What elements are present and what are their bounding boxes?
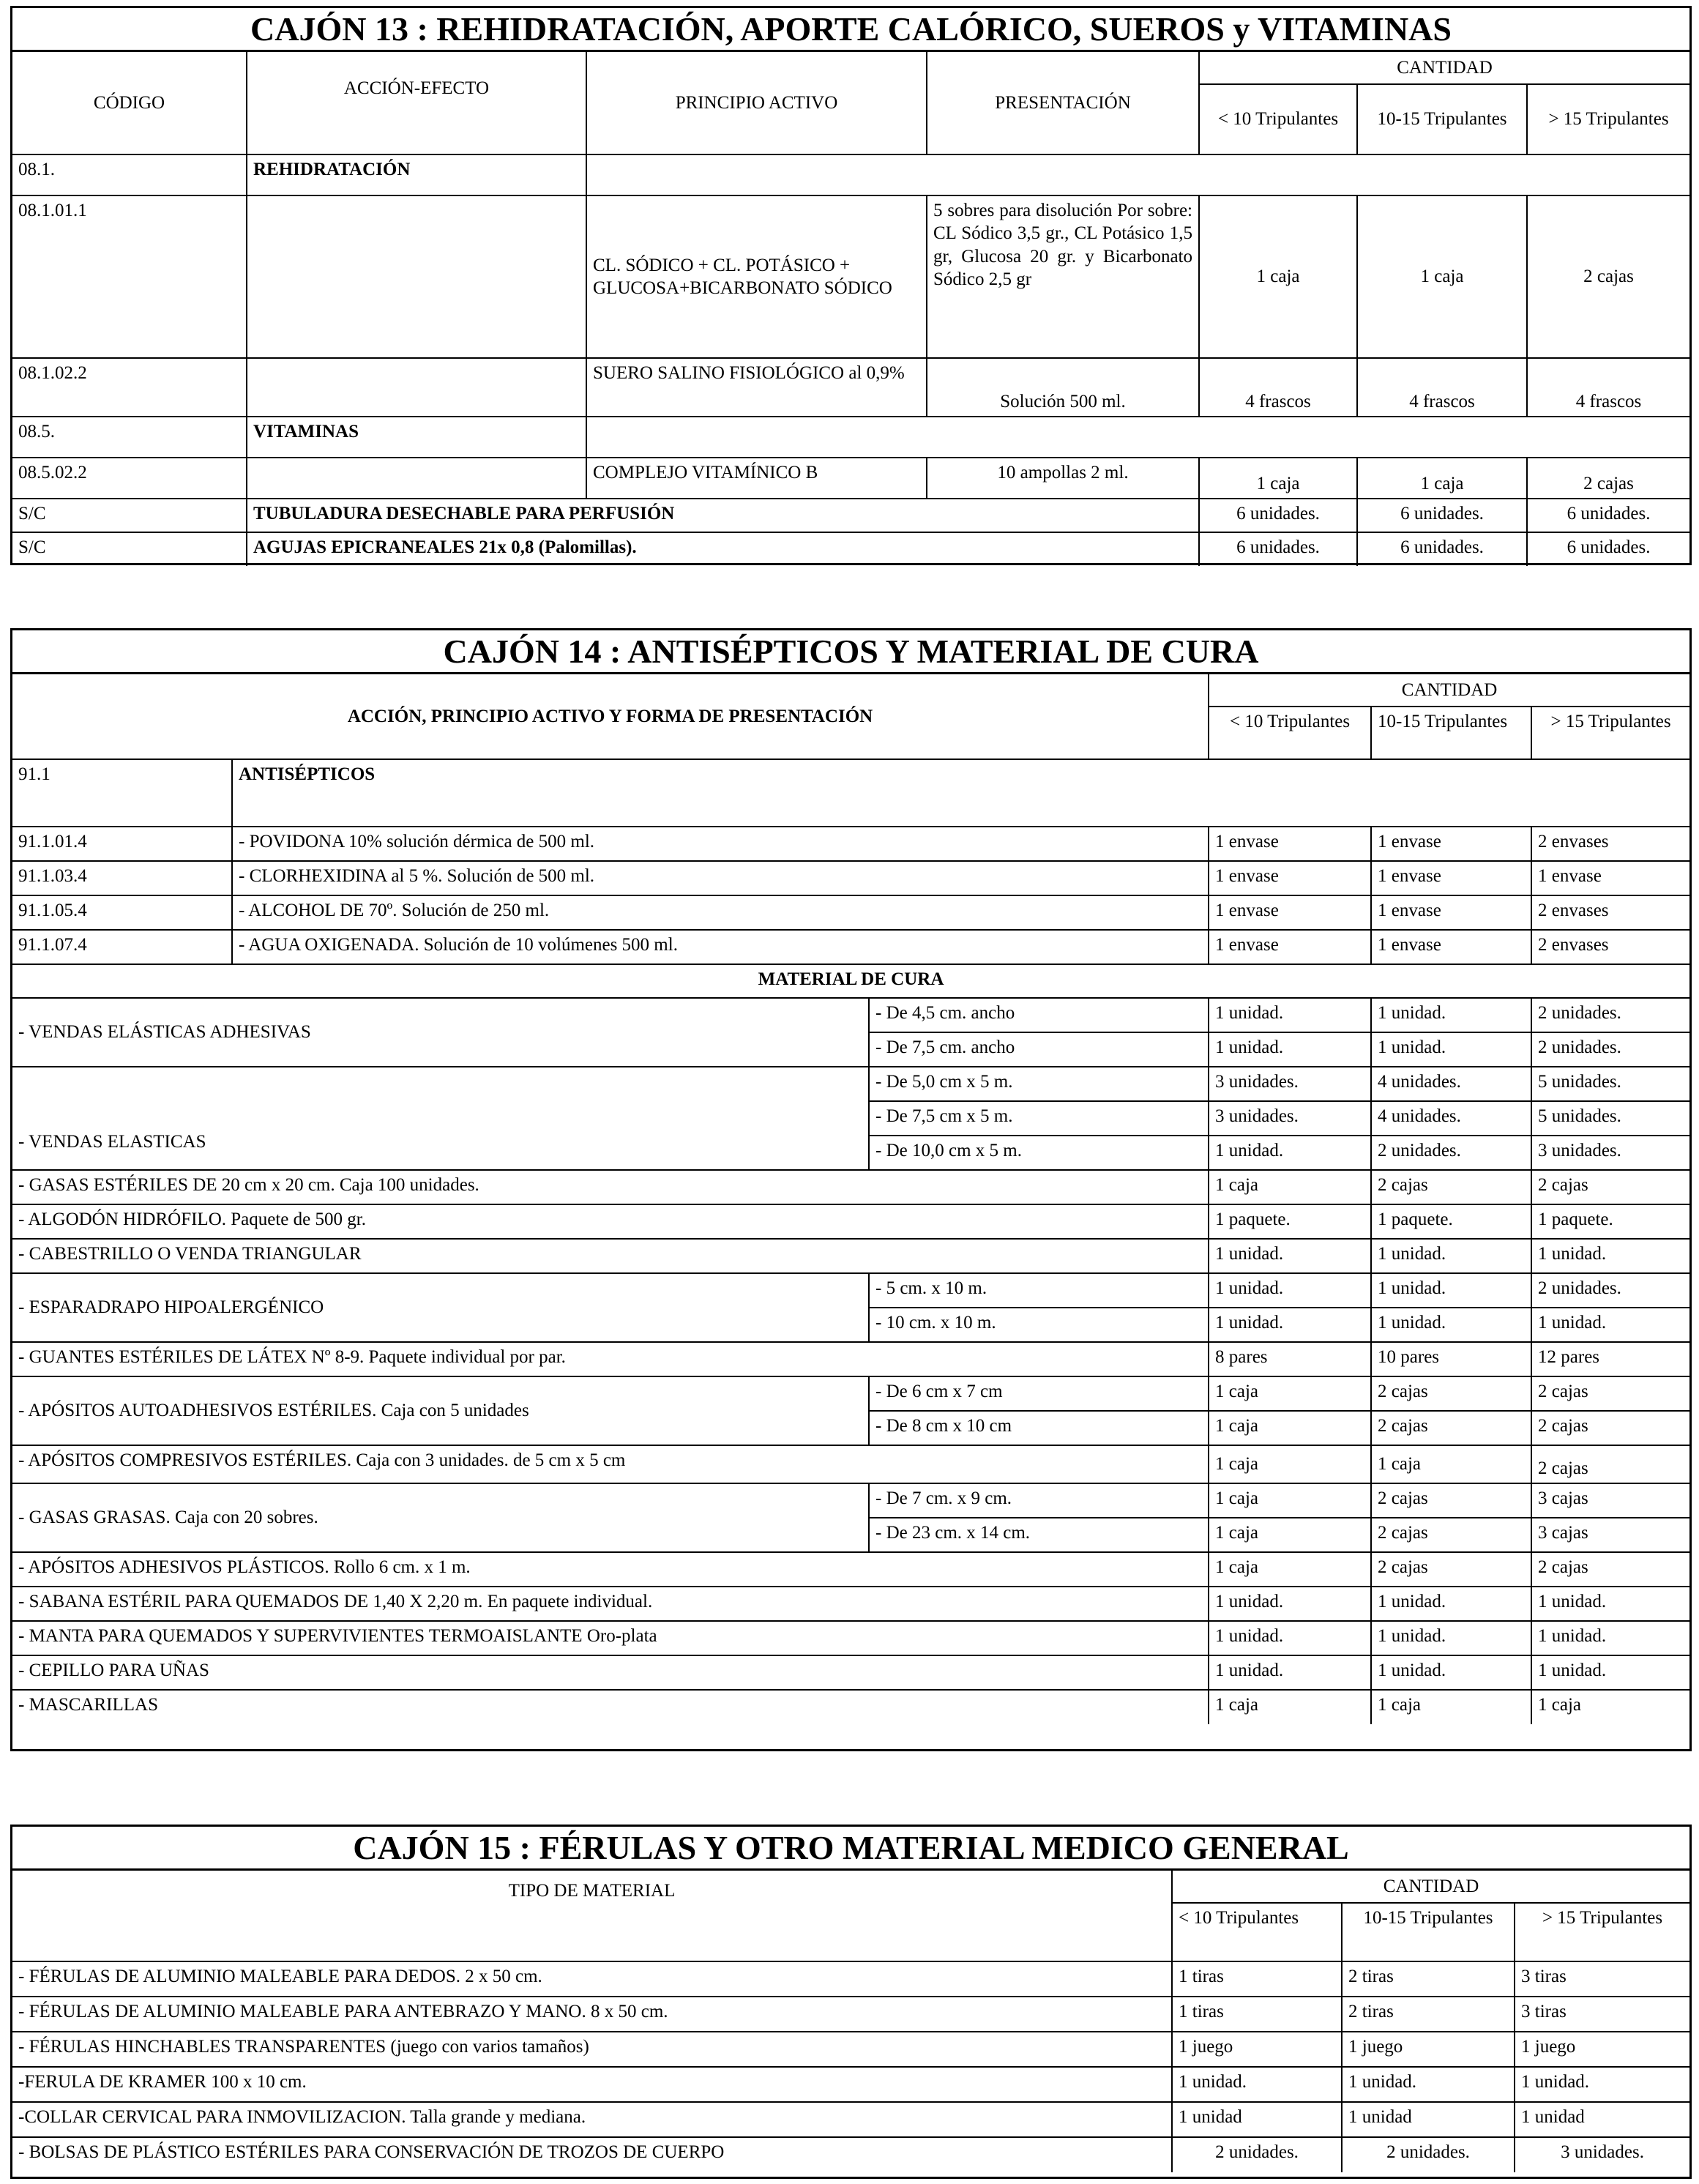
- table-row: [12, 195, 1689, 358]
- table-row: [12, 2067, 1689, 2102]
- qty-cell: 1 unidad.: [1371, 1032, 1531, 1067]
- row-name: - FÉRULAS HINCHABLES TRANSPARENTES (juego con varios tamaños): [12, 2032, 1172, 2067]
- table-row: [12, 1690, 1689, 1724]
- header-presentacion: PRESENTACIÓN: [927, 52, 1199, 154]
- row-name: - AGUA OXIGENADA. Solución de 10 volúmenes 500 ml.: [232, 930, 1209, 964]
- row-presentacion: 5 sobres para disolución Por sobre: CL Sódico 3,5 gr., CL Potásico 1,5 gr, Glucosa 20 gr. y Bicarbonato Sódico 2,5 gr: [927, 195, 1199, 358]
- qty-cell: 1 tiras: [1172, 1961, 1342, 1997]
- qty-cell: 1 unidad.: [1371, 1273, 1531, 1308]
- row-code: 08.1.01.1: [12, 195, 247, 358]
- section-row: [12, 964, 1689, 998]
- qty-cell: 2 cajas: [1527, 195, 1689, 358]
- qty-cell: 1 unidad.: [1209, 1655, 1371, 1690]
- cajon-13-box: [10, 6, 1692, 565]
- qty-cell: 3 cajas: [1531, 1518, 1689, 1552]
- section-code: 08.1.: [12, 154, 247, 195]
- row-name: TUBULADURA DESECHABLE PARA PERFUSIÓN: [247, 499, 1199, 532]
- row-sub: - De 7,5 cm x 5 m.: [869, 1101, 1209, 1136]
- qty-cell: 1 unidad: [1342, 2102, 1515, 2137]
- table-row: [12, 1655, 1689, 1690]
- qty-cell: 1 caja: [1209, 1518, 1371, 1552]
- header-cantidad: CANTIDAD: [1209, 674, 1689, 707]
- qty-cell: 1 unidad.: [1209, 1239, 1371, 1273]
- qty-cell: 1 envase: [1531, 861, 1689, 895]
- row-name: - APÓSITOS ADHESIVOS PLÁSTICOS. Rollo 6 cm. x 1 m.: [12, 1552, 1209, 1587]
- row-name: - ESPARADRAPO HIPOALERGÉNICO: [12, 1273, 869, 1342]
- cajon-13-table: [12, 52, 1689, 566]
- qty-cell: 4 frascos: [1357, 358, 1527, 417]
- qty-cell: 2 cajas: [1527, 458, 1689, 499]
- qty-cell: 2 envases: [1531, 895, 1689, 930]
- header-accion-principio: ACCIÓN, PRINCIPIO ACTIVO Y FORMA DE PRESENTACIÓN: [12, 674, 1209, 759]
- qty-cell: 6 unidades.: [1357, 499, 1527, 532]
- row-name: - VENDAS ELÁSTICAS ADHESIVAS: [12, 998, 869, 1067]
- section-row: [12, 417, 1689, 458]
- qty-cell: 1 unidad.: [1371, 1621, 1531, 1655]
- cajon-14-box: [10, 628, 1692, 1751]
- cajon-15-title: CAJÓN 15 : FÉRULAS Y OTRO MATERIAL MEDICO GENERAL: [12, 1827, 1689, 1871]
- table-row: [12, 499, 1689, 532]
- header-q1: < 10 Tripulantes: [1199, 84, 1357, 154]
- qty-cell: 1 unidad.: [1209, 998, 1371, 1032]
- qty-cell: 2 cajas: [1531, 1552, 1689, 1587]
- row-sub: - De 23 cm. x 14 cm.: [869, 1518, 1209, 1552]
- qty-cell: 1 juego: [1172, 2032, 1342, 2067]
- row-sub: - 10 cm. x 10 m.: [869, 1308, 1209, 1342]
- row-code: 91.1.07.4: [12, 930, 232, 964]
- qty-cell: 1 unidad.: [1209, 1308, 1371, 1342]
- header-q2: 10-15 Tripulantes: [1342, 1903, 1515, 1961]
- header-q2: 10-15 Tripulantes: [1357, 84, 1527, 154]
- qty-cell: 1 envase: [1371, 861, 1531, 895]
- qty-cell: 1 unidad.: [1515, 2067, 1689, 2102]
- qty-cell: 2 cajas: [1531, 1170, 1689, 1204]
- row-name: -COLLAR CERVICAL PARA INMOVILIZACION. Talla grande y mediana.: [12, 2102, 1172, 2137]
- qty-cell: 2 cajas: [1371, 1518, 1531, 1552]
- qty-cell: 1 caja: [1357, 195, 1527, 358]
- qty-cell: 2 unidades.: [1531, 1273, 1689, 1308]
- row-name: - APÓSITOS COMPRESIVOS ESTÉRILES. Caja con 3 unidades. de 5 cm x 5 cm: [12, 1445, 1209, 1483]
- row-sub: - De 6 cm x 7 cm: [869, 1376, 1209, 1411]
- table-row: [12, 827, 1689, 861]
- qty-cell: 6 unidades.: [1527, 532, 1689, 566]
- qty-cell: 1 paquete.: [1209, 1204, 1371, 1239]
- row-sub: - De 7 cm. x 9 cm.: [869, 1483, 1209, 1518]
- table-row: [12, 532, 1689, 566]
- table-row: [12, 1170, 1689, 1204]
- row-sub: - De 5,0 cm x 5 m.: [869, 1067, 1209, 1101]
- qty-cell: 4 unidades.: [1371, 1067, 1531, 1101]
- qty-cell: 1 caja: [1199, 195, 1357, 358]
- row-name: - CLORHEXIDINA al 5 %. Solución de 500 ml.: [232, 861, 1209, 895]
- qty-cell: 1 unidad.: [1371, 998, 1531, 1032]
- qty-cell: 5 unidades.: [1531, 1067, 1689, 1101]
- qty-cell: 1 caja: [1199, 458, 1357, 499]
- qty-cell: 3 tiras: [1515, 1961, 1689, 1997]
- header-cantidad: CANTIDAD: [1199, 52, 1689, 84]
- qty-cell: 1 caja: [1209, 1690, 1371, 1724]
- qty-cell: 10 pares: [1371, 1342, 1531, 1376]
- qty-cell: 1 caja: [1209, 1552, 1371, 1587]
- row-accion: [247, 195, 586, 358]
- qty-cell: 1 unidad.: [1209, 1136, 1371, 1170]
- table-row: [12, 1997, 1689, 2032]
- row-accion: [247, 358, 586, 417]
- table-row: [12, 1204, 1689, 1239]
- qty-cell: 3 unidades.: [1531, 1136, 1689, 1170]
- table-row: [12, 1621, 1689, 1655]
- header-q3: > 15 Tripulantes: [1527, 84, 1689, 154]
- qty-cell: 1 caja: [1209, 1483, 1371, 1518]
- row-name: - GASAS ESTÉRILES DE 20 cm x 20 cm. Caja 100 unidades.: [12, 1170, 1209, 1204]
- row-name: - ALCOHOL DE 70º. Solución de 250 ml.: [232, 895, 1209, 930]
- table-row: [12, 861, 1689, 895]
- qty-cell: 2 cajas: [1371, 1376, 1531, 1411]
- table-row: [12, 1273, 1689, 1308]
- qty-cell: 2 envases: [1531, 930, 1689, 964]
- qty-cell: 1 unidad.: [1531, 1621, 1689, 1655]
- header-accion-efecto: ACCIÓN-EFECTO: [247, 52, 586, 154]
- qty-cell: 3 cajas: [1531, 1483, 1689, 1518]
- row-presentacion: 10 ampollas 2 ml.: [927, 458, 1199, 499]
- qty-cell: 1 unidad.: [1371, 1239, 1531, 1273]
- qty-cell: 1 envase: [1371, 895, 1531, 930]
- qty-cell: 1 caja: [1371, 1445, 1531, 1483]
- row-name: - CEPILLO PARA UÑAS: [12, 1655, 1209, 1690]
- row-name: - ALGODÓN HIDRÓFILO. Paquete de 500 gr.: [12, 1204, 1209, 1239]
- qty-cell: 1 unidad.: [1209, 1587, 1371, 1621]
- qty-cell: 2 cajas: [1371, 1170, 1531, 1204]
- row-name: -FERULA DE KRAMER 100 x 10 cm.: [12, 2067, 1172, 2102]
- row-sub: - De 7,5 cm. ancho: [869, 1032, 1209, 1067]
- table-row: [12, 358, 1689, 417]
- qty-cell: 1 caja: [1209, 1376, 1371, 1411]
- row-name: - MASCARILLAS: [12, 1690, 1209, 1724]
- qty-cell: 1 envase: [1209, 827, 1371, 861]
- table-row: [12, 930, 1689, 964]
- row-principio: COMPLEJO VITAMÍNICO B: [586, 458, 927, 499]
- row-name: AGUJAS EPICRANEALES 21x 0,8 (Palomillas).: [247, 532, 1199, 566]
- qty-cell: 1 caja: [1357, 458, 1527, 499]
- qty-cell: 1 caja: [1209, 1445, 1371, 1483]
- cajon-14-title: CAJÓN 14 : ANTISÉPTICOS Y MATERIAL DE CURA: [12, 630, 1689, 674]
- qty-cell: 6 unidades.: [1357, 532, 1527, 566]
- table-row: [12, 1342, 1689, 1376]
- qty-cell: 2 unidades.: [1371, 1136, 1531, 1170]
- table-row: [12, 2032, 1689, 2067]
- qty-cell: 1 unidad.: [1371, 1308, 1531, 1342]
- qty-cell: 1 unidad.: [1342, 2067, 1515, 2102]
- qty-cell: 3 unidades.: [1209, 1101, 1371, 1136]
- row-name: - FÉRULAS DE ALUMINIO MALEABLE PARA ANTEBRAZO Y MANO. 8 x 50 cm.: [12, 1997, 1172, 2032]
- qty-cell: 5 unidades.: [1531, 1101, 1689, 1136]
- row-name: - SABANA ESTÉRIL PARA QUEMADOS DE 1,40 X 2,20 m. En paquete individual.: [12, 1587, 1209, 1621]
- header-tipo-material: TIPO DE MATERIAL: [12, 1871, 1172, 1961]
- header-cantidad: CANTIDAD: [1172, 1871, 1689, 1903]
- cajon-14-table: [12, 674, 1689, 1724]
- qty-cell: 2 cajas: [1371, 1552, 1531, 1587]
- qty-cell: 2 unidades.: [1531, 1032, 1689, 1067]
- qty-cell: 1 unidad.: [1531, 1239, 1689, 1273]
- qty-cell: 1 envase: [1209, 861, 1371, 895]
- section-name: MATERIAL DE CURA: [12, 964, 1689, 998]
- header-principio-activo: PRINCIPIO ACTIVO: [586, 52, 927, 154]
- qty-cell: 12 pares: [1531, 1342, 1689, 1376]
- row-principio: CL. SÓDICO + CL. POTÁSICO + GLUCOSA+BICARBONATO SÓDICO: [586, 195, 927, 358]
- table-row: [12, 2137, 1689, 2172]
- qty-cell: 1 unidad.: [1209, 1032, 1371, 1067]
- header-q3: > 15 Tripulantes: [1515, 1903, 1689, 1961]
- row-code: 91.1.05.4: [12, 895, 232, 930]
- section-code: 91.1: [12, 759, 232, 827]
- qty-cell: 4 frascos: [1527, 358, 1689, 417]
- qty-cell: 1 unidad.: [1531, 1655, 1689, 1690]
- qty-cell: 1 envase: [1371, 827, 1531, 861]
- qty-cell: 2 unidades.: [1342, 2137, 1515, 2172]
- qty-cell: 1 envase: [1209, 895, 1371, 930]
- header-q2: 10-15 Tripulantes: [1371, 707, 1531, 759]
- qty-cell: 1 paquete.: [1531, 1204, 1689, 1239]
- qty-cell: 1 juego: [1515, 2032, 1689, 2067]
- qty-cell: 1 caja: [1209, 1170, 1371, 1204]
- qty-cell: 1 caja: [1209, 1411, 1371, 1445]
- section-name: VITAMINAS: [247, 417, 586, 458]
- qty-cell: 1 unidad.: [1371, 1655, 1531, 1690]
- section-empty: [586, 417, 1689, 458]
- row-code: 91.1.03.4: [12, 861, 232, 895]
- qty-cell: 1 unidad.: [1209, 1621, 1371, 1655]
- row-name: - FÉRULAS DE ALUMINIO MALEABLE PARA DEDOS. 2 x 50 cm.: [12, 1961, 1172, 1997]
- qty-cell: 2 unidades.: [1531, 998, 1689, 1032]
- row-name: - POVIDONA 10% solución dérmica de 500 ml.: [232, 827, 1209, 861]
- row-name: - MANTA PARA QUEMADOS Y SUPERVIVIENTES TERMOAISLANTE Oro-plata: [12, 1621, 1209, 1655]
- qty-cell: 2 unidades.: [1172, 2137, 1342, 2172]
- table-row: [12, 1376, 1689, 1411]
- row-sub: - De 8 cm x 10 cm: [869, 1411, 1209, 1445]
- section-empty: [586, 154, 1689, 195]
- qty-cell: 1 caja: [1531, 1690, 1689, 1724]
- qty-cell: 1 unidad.: [1531, 1587, 1689, 1621]
- table-row: [12, 1587, 1689, 1621]
- qty-cell: 2 cajas: [1371, 1411, 1531, 1445]
- qty-cell: 1 paquete.: [1371, 1204, 1531, 1239]
- qty-cell: 8 pares: [1209, 1342, 1371, 1376]
- cajon-13-title: CAJÓN 13 : REHIDRATACIÓN, APORTE CALÓRICO, SUEROS y VITAMINAS: [12, 8, 1689, 52]
- qty-cell: 3 unidades.: [1209, 1067, 1371, 1101]
- table-row: [12, 1483, 1689, 1518]
- table-row: [12, 1067, 1689, 1101]
- qty-cell: 6 unidades.: [1199, 532, 1357, 566]
- cajon-15-table: [12, 1871, 1689, 2172]
- row-code: 08.1.02.2: [12, 358, 247, 417]
- qty-cell: 1 juego: [1342, 2032, 1515, 2067]
- table-row: [12, 1239, 1689, 1273]
- row-code: 08.5.02.2: [12, 458, 247, 499]
- table-row: [12, 998, 1689, 1032]
- row-code: 91.1.01.4: [12, 827, 232, 861]
- section-name: REHIDRATACIÓN: [247, 154, 586, 195]
- row-code: S/C: [12, 532, 247, 566]
- row-name: - GASAS GRASAS. Caja con 20 sobres.: [12, 1483, 869, 1552]
- row-accion: [247, 458, 586, 499]
- section-name: ANTISÉPTICOS: [232, 759, 1689, 827]
- row-sub: - De 4,5 cm. ancho: [869, 998, 1209, 1032]
- table-row: [12, 895, 1689, 930]
- table-row: [12, 1445, 1689, 1483]
- header-q3: > 15 Tripulantes: [1531, 707, 1689, 759]
- qty-cell: 2 cajas: [1531, 1411, 1689, 1445]
- section-row: [12, 154, 1689, 195]
- qty-cell: 2 cajas: [1531, 1445, 1689, 1483]
- qty-cell: 1 envase: [1209, 930, 1371, 964]
- cajon-15-box: [10, 1825, 1692, 2179]
- qty-cell: 4 frascos: [1199, 358, 1357, 417]
- qty-cell: 1 caja: [1371, 1690, 1531, 1724]
- qty-cell: 1 unidad.: [1172, 2067, 1342, 2102]
- row-sub: - 5 cm. x 10 m.: [869, 1273, 1209, 1308]
- row-name: - CABESTRILLO O VENDA TRIANGULAR: [12, 1239, 1209, 1273]
- qty-cell: 1 unidad: [1172, 2102, 1342, 2137]
- table-row: [12, 1961, 1689, 1997]
- qty-cell: 1 tiras: [1172, 1997, 1342, 2032]
- qty-cell: 4 unidades.: [1371, 1101, 1531, 1136]
- qty-cell: 2 tiras: [1342, 1961, 1515, 1997]
- qty-cell: 1 envase: [1371, 930, 1531, 964]
- row-code: S/C: [12, 499, 247, 532]
- header-codigo: CÓDIGO: [12, 52, 247, 154]
- qty-cell: 3 tiras: [1515, 1997, 1689, 2032]
- row-name: - APÓSITOS AUTOADHESIVOS ESTÉRILES. Caja con 5 unidades: [12, 1376, 869, 1445]
- qty-cell: 2 tiras: [1342, 1997, 1515, 2032]
- qty-cell: 1 unidad.: [1531, 1308, 1689, 1342]
- header-q1: < 10 Tripulantes: [1172, 1903, 1342, 1961]
- row-name: - BOLSAS DE PLÁSTICO ESTÉRILES PARA CONSERVACIÓN DE TROZOS DE CUERPO: [12, 2137, 1172, 2172]
- table-row: [12, 458, 1689, 499]
- table-row: [12, 1552, 1689, 1587]
- section-code: 08.5.: [12, 417, 247, 458]
- table-row: [12, 2102, 1689, 2137]
- row-name: - GUANTES ESTÉRILES DE LÁTEX Nº 8-9. Paquete individual por par.: [12, 1342, 1209, 1376]
- qty-cell: 6 unidades.: [1527, 499, 1689, 532]
- row-principio: SUERO SALINO FISIOLÓGICO al 0,9%: [586, 358, 927, 417]
- qty-cell: 6 unidades.: [1199, 499, 1357, 532]
- qty-cell: 1 unidad.: [1209, 1273, 1371, 1308]
- qty-cell: 1 unidad.: [1371, 1587, 1531, 1621]
- qty-cell: 2 cajas: [1531, 1376, 1689, 1411]
- row-sub: - De 10,0 cm x 5 m.: [869, 1136, 1209, 1170]
- qty-cell: 2 cajas: [1371, 1483, 1531, 1518]
- qty-cell: 1 unidad: [1515, 2102, 1689, 2137]
- qty-cell: 2 envases: [1531, 827, 1689, 861]
- section-row: [12, 759, 1689, 827]
- header-q1: < 10 Tripulantes: [1209, 707, 1371, 759]
- qty-cell: 3 unidades.: [1515, 2137, 1689, 2172]
- row-presentacion: Solución 500 ml.: [927, 358, 1199, 417]
- row-name: - VENDAS ELASTICAS: [12, 1067, 869, 1170]
